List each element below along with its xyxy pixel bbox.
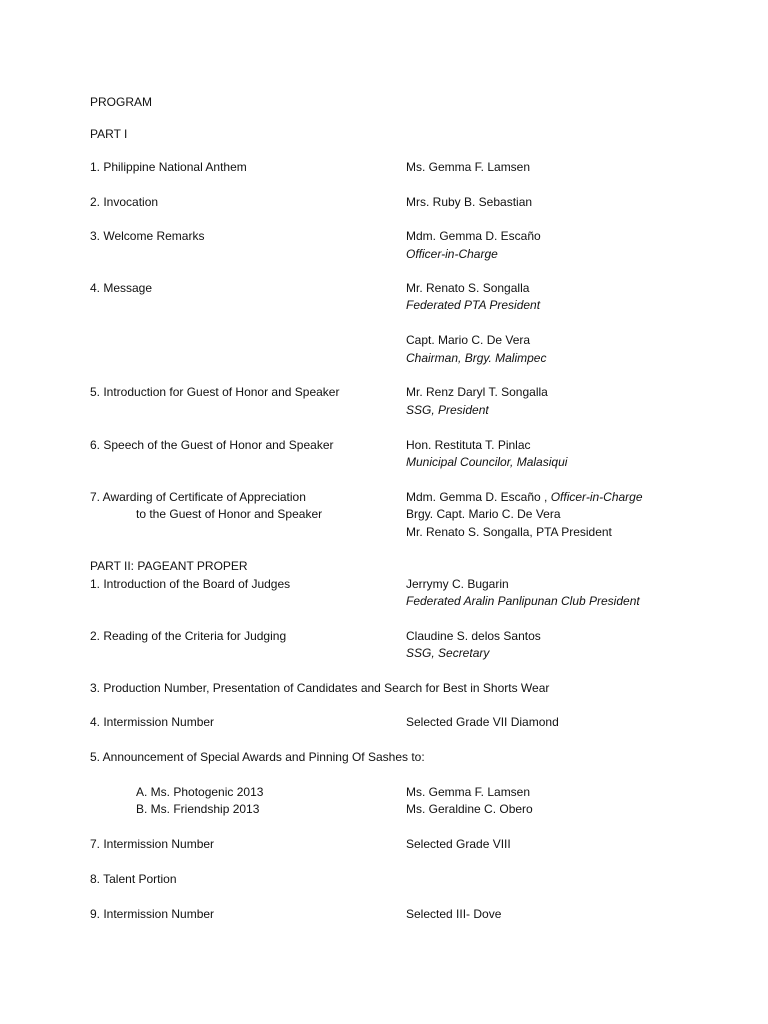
program-item-label: 2. Reading of the Criteria for Judging (90, 629, 287, 643)
program-item-person: Selected Grade VII Diamond (406, 715, 559, 729)
program-item-label: 7. Awarding of Certificate of Appreciation (90, 490, 306, 504)
program-item-role: Officer-in-Charge (550, 490, 643, 504)
program-item-person (406, 489, 643, 505)
program-item-label-continued: to the Guest of Honor and Speaker (136, 507, 323, 521)
program-item-person: Mdm. Gemma D. Escaño (406, 229, 541, 243)
part1-heading: PART I (90, 127, 128, 141)
program-item-label: 4. Message (90, 281, 153, 295)
program-item-role: Federated Aralin Panlipunan Club President (406, 594, 640, 608)
program-item-person: Capt. Mario C. De Vera (406, 333, 531, 347)
program-item-person: Mr. Renato S. Songalla (406, 281, 530, 295)
program-item-label: 3. Production Number, Presentation of Candidates and Search for Best in Shorts Wear (90, 681, 550, 695)
program-item-role: Federated PTA President (406, 298, 541, 312)
program-item-person: Selected Grade VIII (406, 837, 511, 851)
award-item-person: Ms. Gemma F. Lamsen (406, 785, 531, 799)
program-item-person: Ms. Gemma F. Lamsen (406, 160, 531, 174)
program-item-person: Jerrymy C. Bugarin (406, 577, 509, 591)
program-item-person: Hon. Restituta T. Pinlac (406, 438, 531, 452)
program-item-role: SSG, Secretary (406, 646, 490, 660)
program-item-label: 1. Philippine National Anthem (90, 160, 247, 174)
part2-heading: PART II: PAGEANT PROPER (90, 559, 248, 573)
award-item-label: B. Ms. Friendship 2013 (136, 802, 260, 816)
program-item-label: 3. Welcome Remarks (90, 229, 205, 243)
program-item-person-name: Mdm. Gemma D. Escaño , (406, 490, 548, 504)
program-item-label: 1. Introduction of the Board of Judges (90, 577, 291, 591)
program-item-person: Claudine S. delos Santos (406, 629, 541, 643)
program-item-role: Chairman, Brgy. Malimpec (406, 351, 547, 365)
program-item-person: Selected III- Dove (406, 907, 502, 921)
award-item-person: Ms. Geraldine C. Obero (406, 802, 533, 816)
program-item-role: Officer-in-Charge (406, 247, 498, 261)
program-item-label: 5. Introduction for Guest of Honor and Speaker (90, 385, 340, 399)
program-item-label: 6. Speech of the Guest of Honor and Speaker (90, 438, 334, 452)
program-item-label: 7. Intermission Number (90, 837, 215, 851)
program-item-label: 2. Invocation (90, 195, 159, 209)
program-item-person: Mr. Renz Daryl T. Songalla (406, 385, 548, 399)
program-item-role: SSG, President (406, 403, 489, 417)
program-item-label: 5. Announcement of Special Awards and Pinning Of Sashes to: (90, 750, 425, 764)
program-item-person: Mrs. Ruby B. Sebastian (406, 195, 533, 209)
award-item-label: A. Ms. Photogenic 2013 (136, 785, 264, 799)
program-item-person: Mr. Renato S. Songalla, PTA President (406, 525, 612, 539)
program-item-person: Brgy. Capt. Mario C. De Vera (406, 507, 561, 521)
program-item-label: 8. Talent Portion (90, 872, 177, 886)
program-item-role: Municipal Councilor, Malasiqui (406, 455, 568, 469)
program-item-label: 9. Intermission Number (90, 907, 215, 921)
program-item-label: 4. Intermission Number (90, 715, 215, 729)
program-title: PROGRAM (90, 95, 153, 109)
